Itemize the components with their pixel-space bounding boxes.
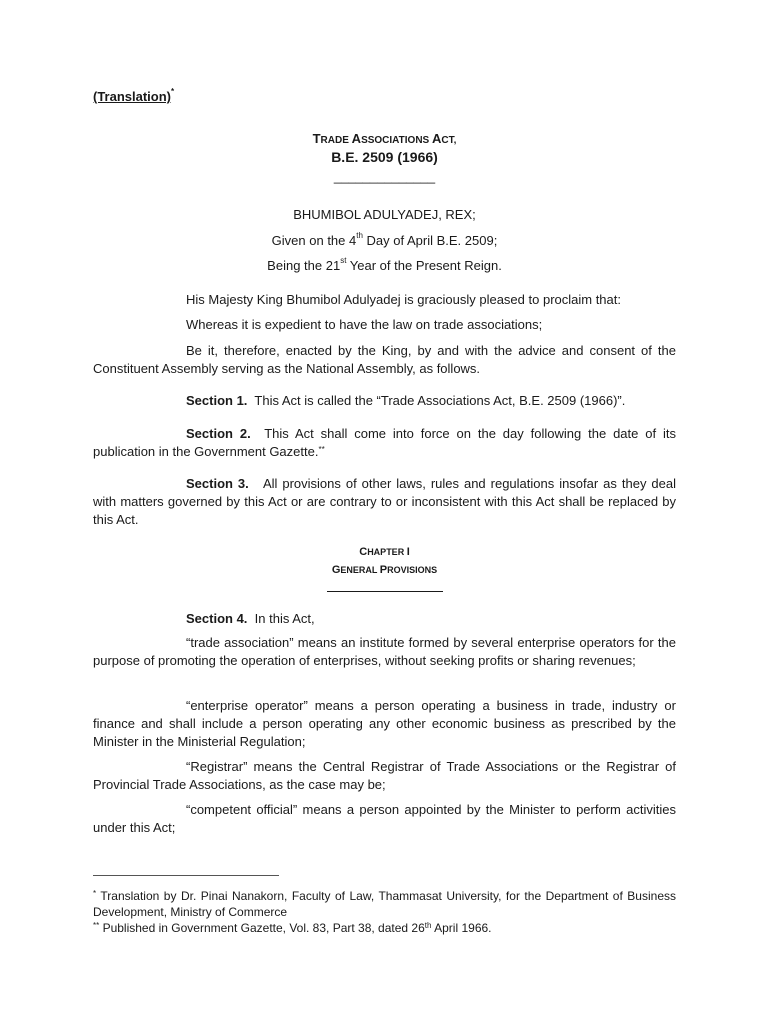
chapter-char: C: [359, 546, 368, 558]
title-char: T: [312, 131, 321, 146]
title-smallcaps: SSOCIATIONS: [361, 135, 432, 146]
definition-trade-association: “trade association” means an institute formed by several enterprise operators for the purpose of promoting the operation of enterprises, without seeking profits or sharing revenues;: [93, 635, 676, 668]
definition-competent-official: “competent official” means a person appointed by the Minister to perform activities under this Act;: [93, 802, 676, 835]
definition-enterprise-operator: “enterprise operator” means a person operating a business in trade, industry or finance and shall include a person operating any other economic business as prescribed by the Minister in the Ministerial Regulation;: [93, 698, 676, 749]
section-1-label: Section 1.: [186, 393, 248, 408]
king-name: BHUMIBOL ADULYADEJ, REX;: [293, 207, 476, 222]
section-1-text: This Act is called the “Trade Associations Act, B.E. 2509 (1966)”.: [254, 393, 626, 408]
act-title: [93, 131, 676, 146]
footnote-1-text: Translation by Dr. Pinai Nanakorn, Faculty of Law, Thammasat University, for the Department of Business Development, Ministry of Commerce: [93, 889, 676, 919]
chapter-title-smallcaps: ROVISIONS: [387, 565, 438, 575]
title-char: A: [432, 131, 442, 146]
translation-footnote-mark: *: [171, 87, 175, 96]
footnote-1-mark: *: [93, 889, 97, 898]
section-3-label: Section 3.: [186, 476, 249, 491]
chapter-title: [93, 561, 676, 576]
translation-label-text: (Translation): [93, 89, 172, 104]
title-char: A: [351, 131, 362, 146]
section-3-text: All provisions of other laws, rules and regulations insofar as they deal with matters governed by this Act or are contrary to or inconsistent with this Act shall be replaced by this Act.: [93, 476, 676, 527]
section-4-intro: In this Act,: [254, 611, 315, 626]
footnote-1: [93, 888, 676, 920]
given-date-pre: Given on the 4: [271, 233, 357, 248]
section-3: [93, 475, 676, 529]
footnote-2-sup: th: [424, 921, 432, 930]
definition-registrar: “Registrar” means the Central Registrar of Trade Associations or the Registrar of Provincial Trade Associations, as the case may be;: [93, 759, 676, 792]
footnote-2-post: April 1966.: [431, 921, 492, 935]
chapter-underline: [327, 591, 443, 592]
section-1: [93, 392, 676, 410]
reign-year-pre: Being the 21: [267, 258, 341, 273]
chapter-number: I: [406, 546, 410, 558]
section-4-label: Section 4.: [186, 611, 248, 626]
title-smallcaps: CT,: [441, 135, 457, 146]
enactment-paragraph: Be it, therefore, enacted by the King, by and with the advice and consent of the Constituent Assembly serving as the National Assembly, as follows.: [93, 343, 676, 376]
section-2: [93, 425, 676, 461]
given-date-post: Day of April B.E. 2509;: [362, 233, 498, 248]
reign-year-sup: st: [340, 256, 347, 265]
translation-label: [93, 89, 174, 104]
reign-year: [93, 258, 676, 273]
given-date: [93, 233, 676, 248]
section-2-label: Section 2.: [186, 426, 251, 441]
given-date-sup: th: [356, 231, 363, 240]
footnote-2-pre: Published in Government Gazette, Vol. 83, Part 38, dated 26: [99, 921, 425, 935]
section-2-text: This Act shall come into force on the day following the date of its publication in the Government Gazette.: [93, 426, 676, 459]
chapter-heading: [93, 543, 676, 558]
footnote-2: [93, 920, 676, 936]
section-2-footnote-mark: **: [318, 445, 325, 454]
chapter-title-char: P: [379, 564, 388, 576]
section-4: [93, 610, 676, 628]
chapter-title-smallcaps: ENERAL: [340, 565, 380, 575]
footnote-separator: [93, 875, 279, 876]
title-smallcaps: RADE: [320, 135, 352, 146]
reign-year-post: Year of the Present Reign.: [346, 258, 502, 273]
proclamation-paragraph: His Majesty King Bhumibol Adulyadej is graciously pleased to proclaim that:: [186, 292, 621, 307]
act-year: B.E. 2509 (1966): [331, 149, 438, 165]
title-underline: ______________: [333, 169, 436, 184]
chapter-smallcaps: HAPTER: [367, 547, 407, 557]
whereas-paragraph: Whereas it is expedient to have the law on trade associations;: [186, 317, 543, 332]
footnote-2-mark: **: [93, 921, 100, 930]
chapter-title-char: G: [331, 564, 341, 576]
